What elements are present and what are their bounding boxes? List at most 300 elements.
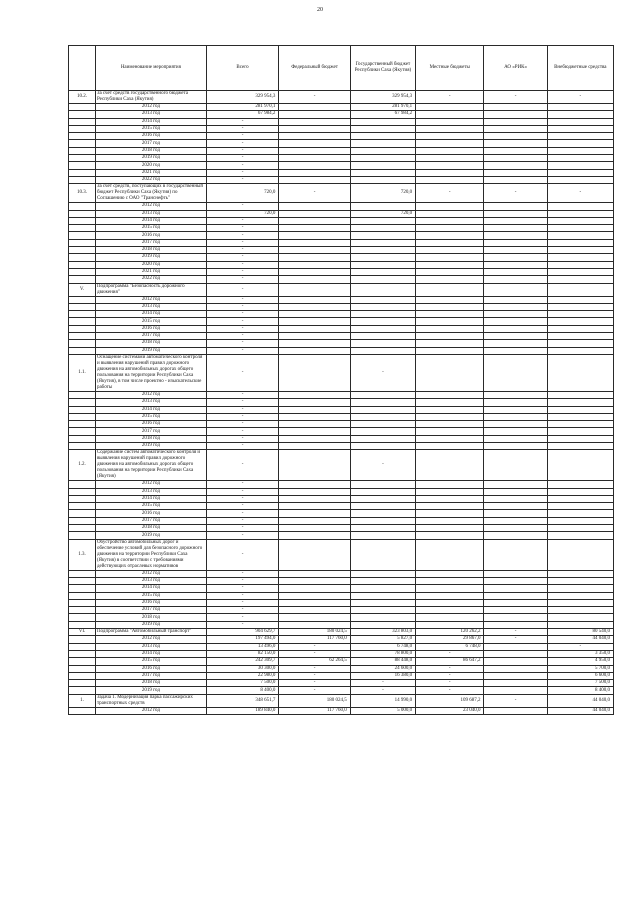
row-number [69,325,96,332]
year-label: 2022 год [95,276,206,283]
value-cell: - [206,318,279,325]
value-cell: - [416,665,484,672]
value-cell [547,607,613,614]
year-row [69,225,614,232]
row-number [69,225,96,232]
value-cell [279,268,350,275]
year-row [69,125,614,132]
value-cell [350,421,415,428]
year-row [69,614,614,621]
value-cell: - [206,169,279,176]
year-row [69,239,614,246]
section-row [69,354,614,391]
year-row [69,217,614,224]
value-cell [279,517,350,524]
value-cell [416,318,484,325]
row-number [69,621,96,628]
year-row [69,488,614,495]
value-cell: 189 840,0 [206,707,279,714]
value-cell [416,592,484,599]
year-row [69,680,614,687]
value-cell: - [350,687,415,694]
value-cell: 6 600,0 [547,672,613,679]
value-cell [547,296,613,303]
value-cell [416,406,484,413]
row-number: 1. [69,694,96,707]
value-cell [547,303,613,310]
value-cell: 7 500,0 [206,680,279,687]
value-cell [547,421,613,428]
year-row [69,413,614,420]
value-cell: 348 651,7 [206,694,279,707]
value-cell [279,592,350,599]
value-cell [279,607,350,614]
value-cell [350,140,415,147]
year-row [69,118,614,125]
value-cell [350,118,415,125]
year-row [69,311,614,318]
year-label: 2021 год [95,268,206,275]
value-cell [279,296,350,303]
value-cell [547,399,613,406]
value-cell [484,254,547,261]
row-number [69,217,96,224]
value-cell [279,311,350,318]
row-number [69,636,96,643]
row-number [69,133,96,140]
value-cell [416,217,484,224]
row-number [69,680,96,687]
row-number [69,232,96,239]
value-cell: - [206,481,279,488]
value-cell [416,621,484,628]
value-cell [547,435,613,442]
row-number [69,210,96,217]
year-label: 2012 год [95,481,206,488]
value-cell [350,406,415,413]
value-cell [350,399,415,406]
value-cell [350,261,415,268]
row-number [69,413,96,420]
value-cell [547,539,613,570]
value-cell [279,254,350,261]
value-cell: - [206,592,279,599]
year-label: 2016 год [95,232,206,239]
year-row [69,147,614,154]
value-cell [279,488,350,495]
value-cell [279,147,350,154]
value-cell [484,450,547,481]
year-label: 2019 год [95,532,206,539]
value-cell [484,104,547,111]
value-cell: - [206,510,279,517]
value-cell: - [206,162,279,169]
value-cell [350,225,415,232]
value-cell [416,442,484,449]
row-number [69,340,96,347]
value-cell [484,510,547,517]
year-label: 2014 год [95,406,206,413]
year-label: 2017 год [95,140,206,147]
row-number [69,118,96,125]
row-number: 1.2. [69,450,96,481]
value-cell [350,435,415,442]
value-cell [484,203,547,210]
year-label: 2017 год [95,517,206,524]
value-cell [279,435,350,442]
value-cell [547,118,613,125]
value-cell [484,140,547,147]
value-cell [279,232,350,239]
value-cell [350,239,415,246]
value-cell [547,261,613,268]
year-label: 2015 год [95,503,206,510]
value-cell: - [206,347,279,354]
value-cell: - [206,399,279,406]
row-number [69,643,96,650]
value-cell [484,232,547,239]
row-number [69,162,96,169]
value-cell [416,155,484,162]
value-cell [484,428,547,435]
value-cell [416,488,484,495]
value-cell [350,510,415,517]
row-number [69,599,96,606]
value-cell [416,347,484,354]
year-label: 2014 год [95,495,206,502]
year-label: 2019 год [95,442,206,449]
value-cell [350,532,415,539]
value-cell: 6 748,0 [416,643,484,650]
row-number [69,435,96,442]
value-cell [484,111,547,118]
value-cell [484,276,547,283]
value-cell [416,111,484,118]
value-cell: - [350,354,415,391]
value-cell [484,406,547,413]
value-cell: 329 954,3 [206,91,279,104]
value-cell [484,399,547,406]
year-row [69,577,614,584]
value-cell [547,125,613,132]
year-row [69,333,614,340]
value-cell [416,303,484,310]
value-cell [350,599,415,606]
value-cell [350,162,415,169]
value-cell [279,283,350,296]
value-cell: - [206,147,279,154]
year-label: 2013 год [95,111,206,118]
value-cell [484,247,547,254]
year-label: 2016 год [95,510,206,517]
value-cell [547,104,613,111]
value-cell: - [416,91,484,104]
value-cell [279,585,350,592]
value-cell [547,239,613,246]
value-cell: 88 448,0 [350,658,415,665]
value-cell [416,261,484,268]
value-cell [279,162,350,169]
row-number [69,658,96,665]
section-name: Подпрограмма "Автомобильный транспорт" [95,629,206,636]
header-federal: Федеральный бюджет [279,46,350,91]
year-label: 2017 год [95,672,206,679]
value-cell [484,658,547,665]
value-cell [350,247,415,254]
value-cell [279,347,350,354]
value-cell [484,707,547,714]
value-cell [350,607,415,614]
value-cell: - [279,680,350,687]
value-cell [279,340,350,347]
year-row [69,210,614,217]
section-row [69,629,614,636]
value-cell: 24 600,0 [350,665,415,672]
header-total: Всего [206,46,279,91]
value-cell [279,247,350,254]
year-label: 2022 год [95,176,206,183]
row-number [69,203,96,210]
value-cell: 86 647,2 [416,658,484,665]
value-cell [484,592,547,599]
row-number [69,239,96,246]
value-cell: 78 800,0 [350,650,415,657]
value-cell [350,340,415,347]
value-cell [547,510,613,517]
value-cell [484,147,547,154]
year-label: 2018 год [95,435,206,442]
value-cell [484,155,547,162]
value-cell [416,450,484,481]
year-row [69,268,614,275]
value-cell: - [206,140,279,147]
value-cell: - [206,354,279,391]
year-row [69,592,614,599]
value-cell [547,406,613,413]
value-cell: - [206,421,279,428]
value-cell: - [206,203,279,210]
year-row [69,203,614,210]
value-cell: 904 629,7 [206,629,279,636]
year-row [69,318,614,325]
value-cell [547,155,613,162]
value-cell: - [206,311,279,318]
year-label: 2012 год [95,104,206,111]
year-row [69,276,614,283]
value-cell: - [416,680,484,687]
year-label: 2016 год [95,325,206,332]
value-cell: 120 262,2 [416,629,484,636]
value-cell [416,607,484,614]
value-cell [279,318,350,325]
value-cell [484,621,547,628]
row-number [69,665,96,672]
value-cell [350,495,415,502]
row-number [69,707,96,714]
row-number [69,318,96,325]
year-row [69,104,614,111]
row-number [69,442,96,449]
value-cell: 62 264,5 [279,658,350,665]
value-cell: - [279,91,350,104]
value-cell: - [206,217,279,224]
year-label: 2013 год [95,488,206,495]
value-cell [547,318,613,325]
value-cell: - [350,450,415,481]
row-number [69,577,96,584]
value-cell [350,268,415,275]
value-cell [484,532,547,539]
value-cell [279,176,350,183]
year-row [69,406,614,413]
value-cell: 197 494,0 [206,636,279,643]
value-cell [350,276,415,283]
row-number [69,421,96,428]
value-cell [484,333,547,340]
value-cell [416,169,484,176]
value-cell [416,176,484,183]
year-row [69,399,614,406]
value-cell: - [206,539,279,570]
value-cell [350,577,415,584]
row-number [69,672,96,679]
year-label: 2018 год [95,340,206,347]
value-cell [350,333,415,340]
value-cell [350,539,415,570]
value-cell: - [206,254,279,261]
value-cell: 82 150,0 [206,650,279,657]
value-cell [416,517,484,524]
value-cell: 8 400,0 [206,687,279,694]
value-cell [350,169,415,176]
value-cell [350,296,415,303]
value-cell [547,442,613,449]
value-cell: 23 040,0 [416,707,484,714]
value-cell [484,391,547,398]
value-cell [484,517,547,524]
value-cell [416,254,484,261]
year-row [69,435,614,442]
value-cell [484,503,547,510]
value-cell [484,133,547,140]
value-cell: - [279,665,350,672]
year-label: 2017 год [95,428,206,435]
value-cell: - [484,184,547,203]
year-row [69,672,614,679]
year-row [69,162,614,169]
section-name: Подпрограмма "Безопасность дорожного движения" [95,283,206,296]
year-label: 2015 год [95,658,206,665]
year-label: 2017 год [95,239,206,246]
value-cell [484,340,547,347]
year-label: 2015 год [95,318,206,325]
value-cell: - [206,577,279,584]
value-cell [416,325,484,332]
value-cell [350,621,415,628]
value-cell: 180 024,5 [279,629,350,636]
value-cell [279,125,350,132]
section-row [69,450,614,481]
section-row [69,694,614,707]
value-cell [484,283,547,296]
value-cell [279,399,350,406]
row-number: VI. [69,629,96,636]
row-number: V. [69,283,96,296]
value-cell: - [206,495,279,502]
year-row [69,442,614,449]
section-name: За счет средств государственного бюджета Республики Саха (Якутия) [95,91,206,104]
value-cell [547,140,613,147]
value-cell [547,169,613,176]
value-cell: 13 496,0 [206,643,279,650]
value-cell [547,592,613,599]
value-cell [484,311,547,318]
year-row [69,303,614,310]
value-cell [484,650,547,657]
value-cell [547,203,613,210]
section-name: За счет средств, поступающих в государственный бюджет Республики Саха (Якутия) по Соглашению с ОАО "Транснефть" [95,184,206,203]
value-cell [416,599,484,606]
row-number [69,169,96,176]
value-cell [416,247,484,254]
value-cell [547,391,613,398]
value-cell: - [206,406,279,413]
year-label: 2018 год [95,680,206,687]
section-name: Обустройство автомобильных дорог и обеспечение условий для безопасного дорожного движения на территории Республики Саха (Якутия) в соответствии с требованиями действующих отраслевых нормативов [95,539,206,570]
year-row [69,481,614,488]
year-label: 2018 год [95,147,206,154]
value-cell [279,503,350,510]
value-cell [547,495,613,502]
value-cell: 180 024,5 [279,694,350,707]
value-cell: 5 827,0 [350,636,415,643]
value-cell [279,525,350,532]
value-cell [279,621,350,628]
year-label: 2019 год [95,347,206,354]
value-cell [279,599,350,606]
row-number [69,247,96,254]
value-cell [484,303,547,310]
value-cell [484,210,547,217]
value-cell [416,147,484,154]
value-cell [350,311,415,318]
row-number [69,406,96,413]
year-row [69,570,614,577]
value-cell [416,268,484,275]
year-row [69,658,614,665]
year-row [69,232,614,239]
value-cell [416,421,484,428]
value-cell [547,532,613,539]
value-cell: - [206,570,279,577]
year-row [69,347,614,354]
value-cell [350,347,415,354]
row-number [69,254,96,261]
value-cell [350,125,415,132]
value-cell [484,239,547,246]
row-number [69,276,96,283]
value-cell [279,111,350,118]
value-cell [547,133,613,140]
value-cell: 720,0 [206,184,279,203]
value-cell: - [206,340,279,347]
year-label: 2016 год [95,421,206,428]
year-row [69,665,614,672]
value-cell [484,599,547,606]
value-cell [416,539,484,570]
value-cell [547,232,613,239]
value-cell: - [206,225,279,232]
